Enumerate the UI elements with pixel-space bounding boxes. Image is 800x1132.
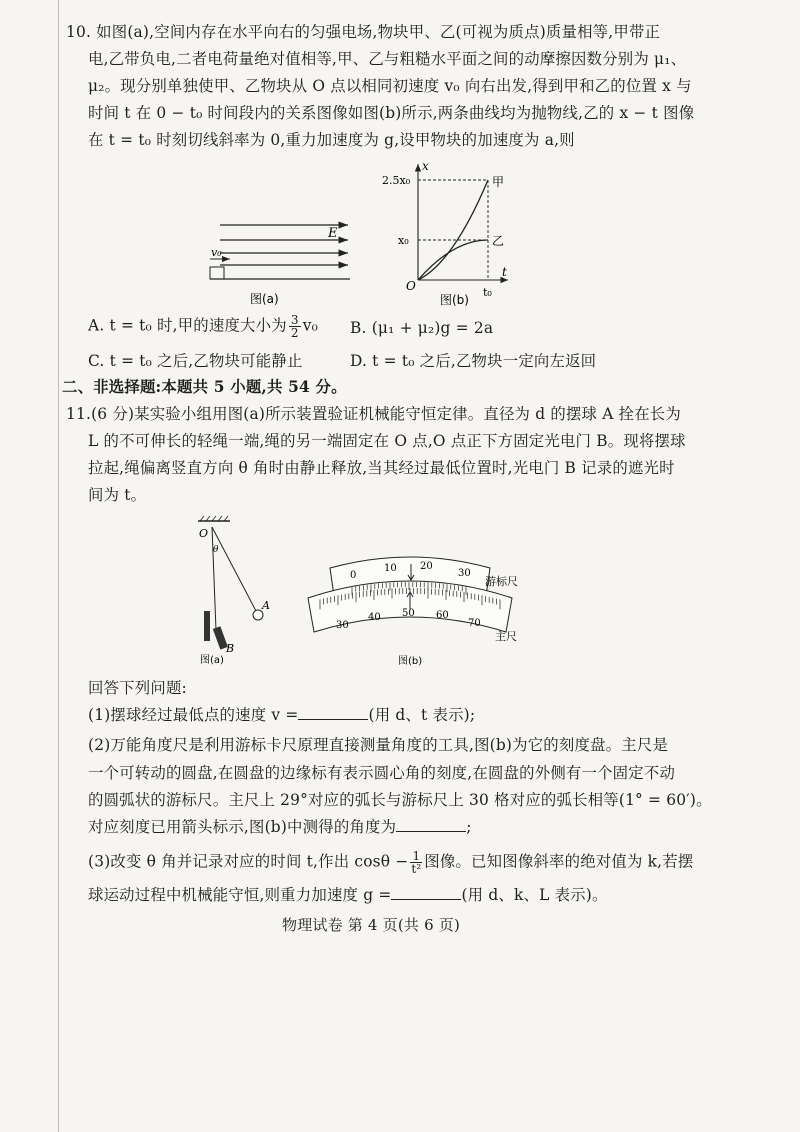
q10-line-3: μ₂。现分别单独使甲、乙物块从 O 点以相同初速度 v₀ 向右出发,得到甲和乙的位置 x 与 [88, 77, 692, 95]
sub-question-3: (3)改变 θ 角并记录对应的时间 t,作出 cosθ − $\frac{1}{\text{t²}}$ 图像。已知图像斜率的绝对值为 k,若摆 [88, 849, 694, 876]
page-footer: 物理试卷 第 4 页(共 6 页) [282, 916, 461, 934]
sub2-line-2: 一个可转动的圆盘,在圆盘的边缘标有表示圆心角的刻度,在圆盘的外侧有一个固定不动 [88, 764, 676, 782]
y-tick-x0: x₀ [398, 234, 409, 247]
block [210, 267, 224, 279]
page-margin-line [58, 0, 59, 1132]
x-tick-t0: t₀ [483, 286, 492, 299]
origin-label: O [406, 279, 416, 293]
fig-a-caption: 图(a) [250, 292, 279, 306]
sub2-line-4: 对应刻度已用箭头标示,图(b)中测得的角度为 ; [88, 818, 472, 836]
q11-line-3: 拉起,绳偏离竖直方向 θ 角时由静止释放,当其经过最低位置时,光电门 B 记录的遮光时 [88, 459, 675, 477]
photogate [204, 611, 210, 641]
q11-line-1: 11.(6 分)某实验小组用图(a)所示装置验证机械能守恒定律。直径为 d 的摆球 A 拴在长为 [66, 405, 681, 423]
sub2-line-3: 的圆弧状的游标尺。主尺上 29°对应的弧长与游标尺上 30 格对应的弧长相等(1° = 60′)。 [88, 791, 712, 809]
point-O: O [199, 527, 209, 540]
sub-question-1: (1)摆球经过最低点的速度 v = (用 d、t 表示); [88, 706, 476, 724]
q10-line-4: 时间 t 在 0 − t₀ 时间段内的关系图像如图(b)所示,两条曲线均为抛物线,乙的 x − t 图像 [88, 104, 695, 122]
q11-figure-b [300, 540, 520, 670]
answer-blank-2[interactable] [396, 817, 466, 832]
q11-line-4: 间为 t。 [88, 486, 147, 504]
vernier-tick-label: 10 [384, 563, 397, 574]
main-tick-label: 30 [336, 620, 349, 631]
gate-label-B: B [226, 642, 235, 655]
velocity-label: v₀ [211, 246, 222, 259]
main-tick-label: 50 [402, 608, 415, 619]
y-axis-label: x [422, 159, 429, 173]
fig-b-caption: 图(b) [440, 293, 469, 307]
x-axis-label: t [502, 265, 507, 279]
q10-figure-a [200, 210, 360, 310]
q10-line-5: 在 t = t₀ 时刻切线斜率为 0,重力加速度为 g,设甲物块的加速度为 a,则 [88, 131, 575, 149]
option-C: C. t = t₀ 之后,乙物块可能静止 [88, 352, 303, 370]
answer-blank-1[interactable] [298, 705, 368, 720]
curve-label-yi: 乙 [492, 234, 505, 248]
q11-line-2: L 的不可伸长的轻绳一端,绳的另一端固定在 O 点,O 点正下方固定光电门 B。现将摆球 [88, 432, 686, 450]
vernier-tick-label: 30 [458, 568, 471, 579]
string [212, 527, 256, 611]
sub-question-3-line-2: 球运动过程中机械能守恒,则重力加速度 g = (用 d、k、L 表示)。 [88, 886, 608, 904]
fig-b-caption: 图(b) [398, 656, 423, 667]
ball-label-A: A [262, 599, 270, 612]
curve-jia [418, 180, 488, 280]
main-tick-label: 40 [368, 612, 381, 623]
vertical-reference [212, 527, 216, 630]
angle-theta: θ [213, 545, 219, 555]
option-B: B. (μ₁ + μ₂)g = 2a [350, 319, 494, 337]
main-label: 主尺 [495, 630, 517, 643]
vernier-label: 游标尺 [485, 575, 518, 588]
q10-figure-b [380, 158, 530, 308]
main-tick-label: 60 [436, 610, 449, 621]
vernier-tick-label: 0 [350, 570, 357, 581]
q10-line-1: 10. 如图(a),空间内存在水平向右的匀强电场,物块甲、乙(可视为质点)质量相等,甲带正 [66, 23, 661, 41]
sub2-line-1: (2)万能角度尺是利用游标卡尺原理直接测量角度的工具,图(b)为它的刻度盘。主尺是 [88, 736, 669, 754]
curve-label-jia: 甲 [492, 175, 505, 189]
section-heading: 二、非选择题:本题共 5 小题,共 54 分。 [62, 378, 347, 396]
q11-figure-a [190, 515, 280, 665]
y-tick-2.5x0: 2.5x₀ [382, 174, 411, 187]
answer-intro: 回答下列问题: [88, 679, 187, 697]
q10-line-2: 电,乙带负电,二者电荷量绝对值相等,甲、乙与粗糙水平面之间的动摩擦因数分别为 μ₁、 [88, 50, 687, 68]
field-label-E: E [328, 226, 338, 241]
option-D: D. t = t₀ 之后,乙物块一定向左返回 [350, 352, 597, 370]
option-A: A. t = t₀ 时,甲的速度大小为 $\frac{3}{2}$ v₀ [88, 313, 318, 340]
fig-a-caption: 图(a) [200, 655, 224, 665]
answer-blank-3[interactable] [391, 885, 461, 900]
main-tick-label: 70 [468, 618, 481, 629]
vernier-tick-label: 20 [420, 561, 433, 572]
